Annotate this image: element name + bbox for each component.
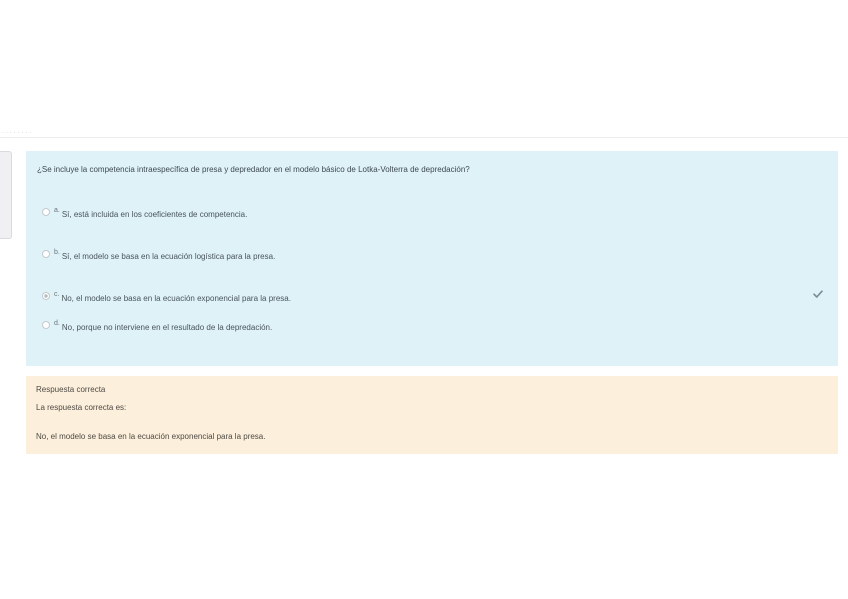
- option-letter: a.: [54, 207, 60, 214]
- question-text: ¿Se incluye la competencia intraespecífica de presa y depredador en el modelo básico de Lotka-Volterra de depredación?: [37, 165, 470, 174]
- option-text: Sí, el modelo se basa en la ecuación logística para la presa.: [61, 252, 276, 261]
- radio-button[interactable]: [42, 250, 50, 258]
- feedback-intro: La respuesta correcta es:: [36, 403, 127, 412]
- answer-option-b[interactable]: [42, 250, 275, 264]
- check-icon: [813, 289, 823, 299]
- feedback-panel: [26, 376, 838, 454]
- answer-option-a[interactable]: [42, 208, 247, 222]
- radio-button[interactable]: [42, 208, 50, 216]
- answer-option-c[interactable]: [42, 292, 291, 306]
- breadcrumb: . . . . . . . .: [2, 128, 32, 135]
- option-letter: b.: [54, 249, 60, 256]
- option-text: Sí, está incluida en los coeficientes de competencia.: [61, 210, 248, 219]
- feedback-correct-answer: No, el modelo se basa en la ecuación exponencial para la presa.: [36, 432, 266, 441]
- option-letter: c.: [54, 291, 60, 298]
- answer-option-d[interactable]: [42, 321, 272, 335]
- question-panel: [26, 151, 838, 366]
- option-text: No, porque no interviene en el resultado de la depredación.: [61, 323, 273, 332]
- option-letter: d.: [54, 320, 60, 327]
- option-text: No, el modelo se basa en la ecuación exponencial para la presa.: [61, 294, 291, 303]
- feedback-status: Respuesta correcta: [36, 385, 106, 394]
- radio-button[interactable]: [42, 321, 50, 329]
- radio-button-selected[interactable]: [42, 292, 50, 300]
- divider: [0, 137, 848, 138]
- question-info-box[interactable]: [0, 151, 12, 239]
